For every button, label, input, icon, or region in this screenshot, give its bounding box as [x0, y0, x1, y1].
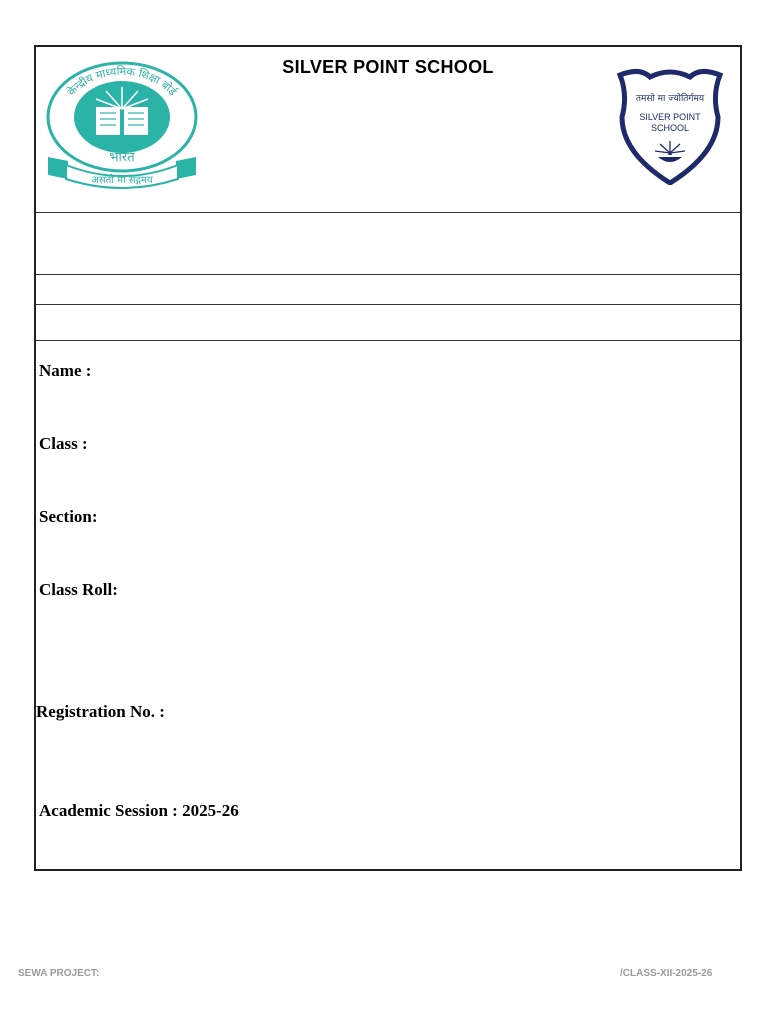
blank-row-1: [36, 213, 740, 275]
blank-row-2: [36, 275, 740, 305]
cbse-center-text: भारत: [109, 150, 135, 165]
blank-row-3: [36, 305, 740, 341]
cbse-emblem-icon: [44, 61, 200, 194]
registration-label: Registration No. :: [36, 702, 165, 721]
cbse-arc-text: केन्द्रीय माध्यमिक शिक्षा बोर्ड: [64, 64, 180, 99]
class-label: Class :: [39, 434, 88, 453]
header-section: [36, 47, 740, 213]
name-label: Name :: [39, 361, 92, 380]
section-label: Section:: [39, 507, 98, 526]
shield-line1: SILVER POINT: [639, 112, 701, 122]
school-title: SILVER POINT SCHOOL: [282, 57, 494, 77]
cover-page-frame: [34, 45, 742, 871]
class-roll-label: Class Roll:: [39, 580, 118, 599]
footer-left: SEWA PROJECT:: [18, 968, 100, 979]
academic-session-label: Academic Session : 2025-26: [39, 801, 239, 820]
shield-line2: SCHOOL: [650, 123, 690, 133]
school-shield-icon: [610, 65, 730, 190]
footer-right: /CLASS-XII-2025-26: [620, 968, 713, 979]
cbse-ribbon-text: असतो मा सद्गमय: [91, 175, 153, 186]
shield-motto: तमसो मा ज्योतिर्गमय: [635, 94, 705, 104]
